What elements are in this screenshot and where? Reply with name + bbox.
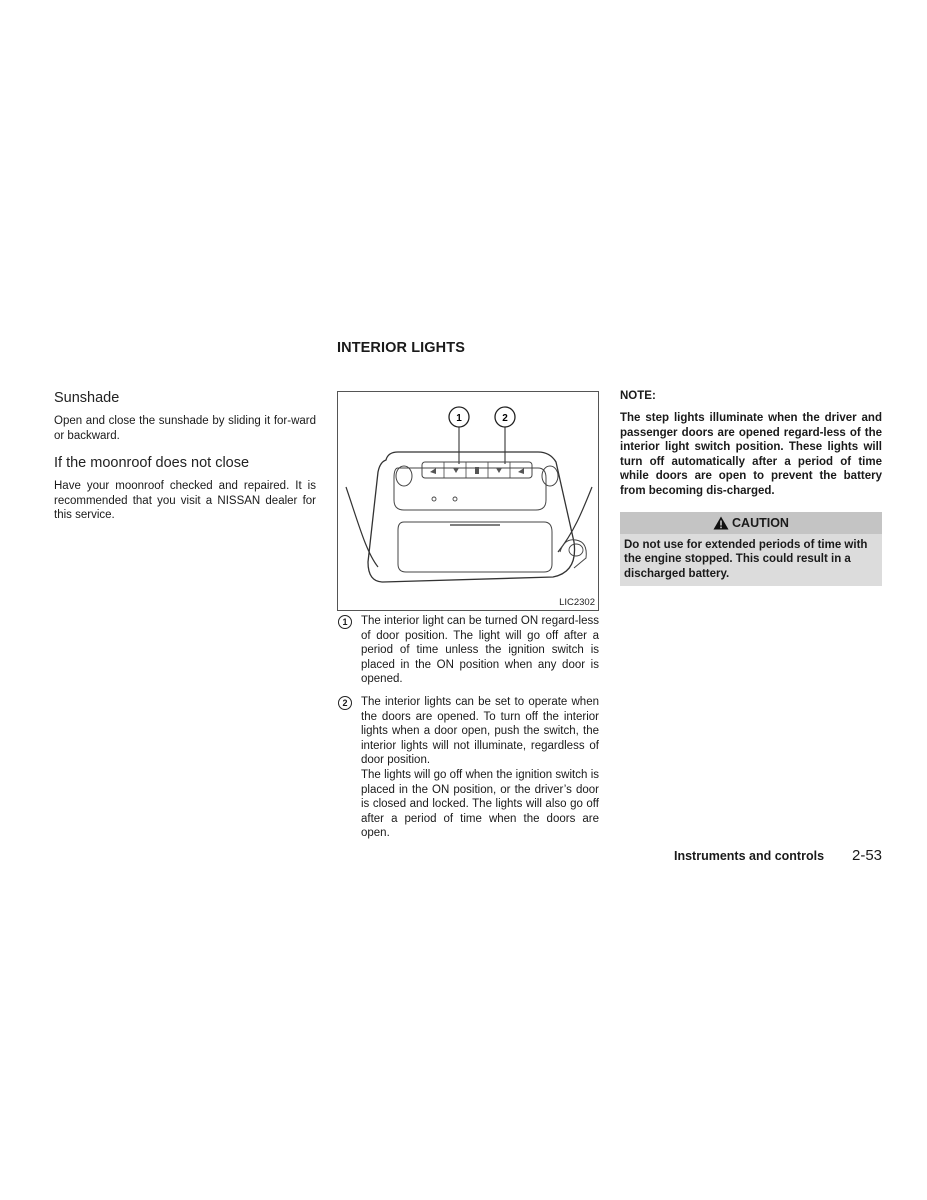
item-number: 2 [338,696,352,710]
warning-triangle-icon [713,516,729,530]
paragraph-sunshade: Open and close the sunshade by sliding it for-ward or backward. [54,415,316,442]
item-number: 1 [338,615,352,629]
item-text-continued: The lights will go off when the ignition switch is placed in the ON position, or the driver’s door is closed and locked. The lights will also go off after a period of time when the doors are open. [361,768,599,840]
heading-sunshade: Sunshade [54,390,120,406]
note-label: NOTE: [620,390,656,402]
callout-descriptions [337,614,599,849]
figure-code: LIC2302 [559,597,595,608]
paragraph-moonroof: Have your moonroof checked and repaired. It is recommended that you visit a NISSAN dealer for this service. [54,480,316,521]
heading-moonroof: If the moonroof does not close [54,455,250,471]
callout-2: 2 [502,413,508,424]
caution-text: Do not use for extended periods of time with the engine stopped. This could result in a discharged battery. [624,538,868,580]
caution-box [620,512,882,587]
caution-header [620,512,882,534]
right-column [620,390,882,586]
overhead-console-illustration [338,392,600,612]
footer-section-name: Instruments and controls [674,849,825,863]
page-number: 2-53 [852,847,883,864]
item-text: The interior lights can be set to operate when the doors are opened. To turn off the interior lights when a door open, push the switch, the interior lights will not illuminate, regardless of door position. [361,695,599,767]
section-title: INTERIOR LIGHTS [337,340,465,356]
note-text: The step lights illuminate when the driver and passenger doors are opened regard-less of the interior light switch position. These lights will turn off automatically after a period of time while doors are open to prevent the battery from becoming dis-charged. [620,412,882,497]
caution-title: CAUTION [732,515,789,530]
interior-light-figure [337,391,599,611]
list-item [337,695,599,841]
left-column [54,390,316,535]
list-item [337,614,599,687]
item-text: The interior light can be turned ON regard-less of door position. The light will go off after a period of time unless the ignition switch is placed in the ON position when any door is opened. [361,615,599,686]
callout-1: 1 [456,413,462,424]
